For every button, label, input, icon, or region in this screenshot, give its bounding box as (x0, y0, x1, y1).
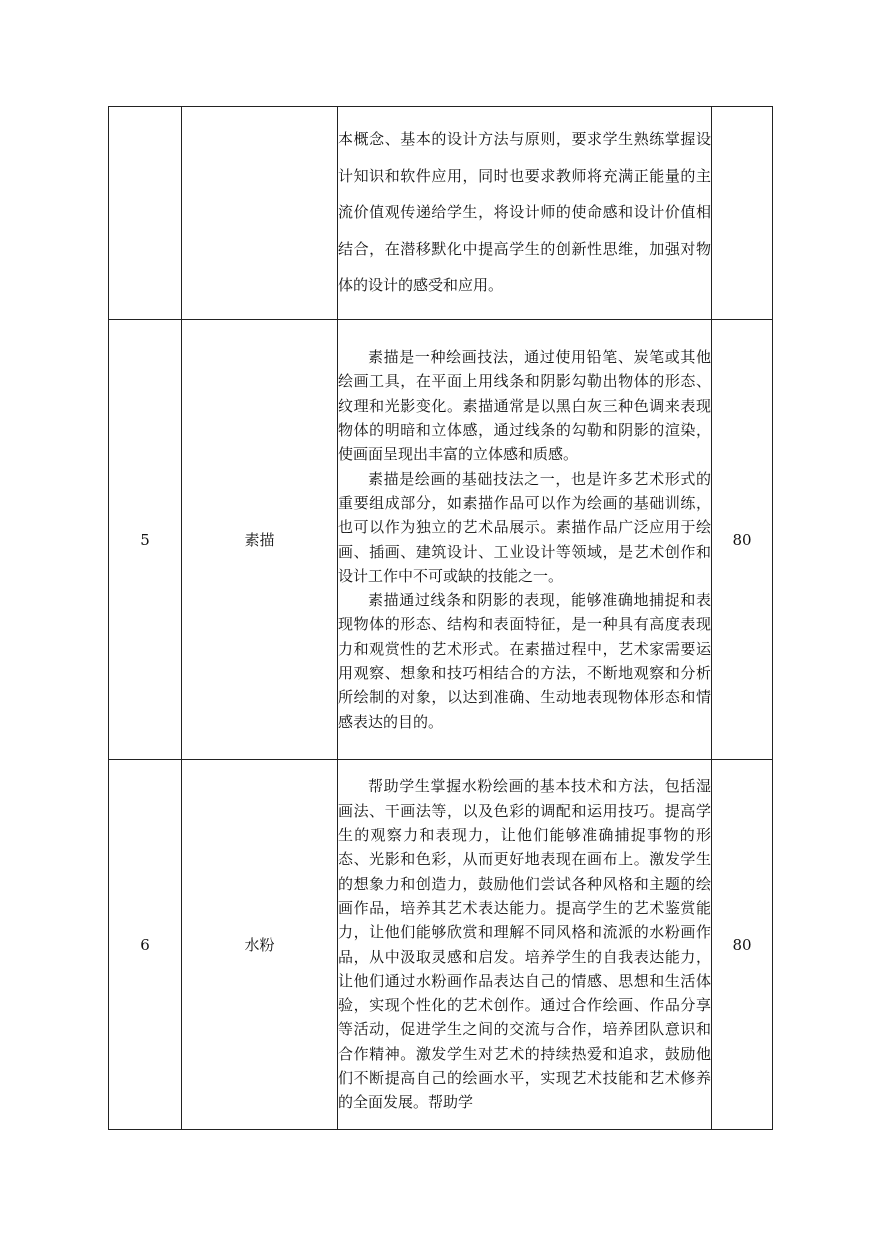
cell-description (338, 320, 712, 760)
cell-number (109, 107, 182, 320)
cell-course-name: 水粉 (182, 760, 338, 1130)
description-paragraph: 本概念、基本的设计方法与原则，要求学生熟练掌握设计知识和软件应用，同时也要求教师将充满正能量的主流价值观传递给学生，将设计师的使命感和设计价值相结合，在潜移默化中提高学生的创新性思维，加强对物体的设计的感受和应用。 (338, 130, 711, 295)
cell-number: 5 (109, 320, 182, 760)
cell-hours: 80 (712, 760, 773, 1130)
cell-description (338, 760, 712, 1130)
table-row-gouache (109, 760, 773, 1130)
description-paragraph: 素描通过线条和阴影的表现，能够准确地捕捉和表现物体的形态、结构和表面特征，是一种具有高度表现力和观赏性的艺术形式。在素描过程中，艺术家需要运用观察、想象和技巧相结合的方法，不断地观察和分析所绘制的对象，以达到准确、生动地表现物体形态和情感表达的目的。 (338, 591, 711, 731)
cell-course-name (182, 107, 338, 320)
cell-hours: 80 (712, 320, 773, 760)
cell-number: 6 (109, 760, 182, 1130)
course-table (108, 106, 773, 1130)
description-paragraph: 素描是绘画的基础技法之一，也是许多艺术形式的重要组成部分，如素描作品可以作为绘画的基础训练，也可以作为独立的艺术品展示。素描作品广泛应用于绘画、插画、建筑设计、工业设计等领域，是艺术创作和设计工作中不可或缺的技能之一。 (338, 469, 711, 585)
description-paragraph: 帮助学生掌握水粉绘画的基本技术和方法，包括湿画法、干画法等，以及色彩的调配和运用技巧。提高学生的观察力和表现力，让他们能够准确捕捉事物的形态、光影和色彩，从而更好地表现在画布上。激发学生的想象力和创造力，鼓励他们尝试各种风格和主题的绘画作品，培养其艺术表达能力。提高学生的艺术鉴赏能力，让他们能够欣赏和理解不同风格和流派的水粉画作品，从中汲取灵感和启发。培养学生的自我表达能力，让他们通过水粉画作品表达自己的情感、思想和生活体验，实现个性化的艺术创作。通过合作绘画、作品分享等活动，促进学生之间的交流与合作，培养团队意识和合作精神。激发学生对艺术的持续热爱和追求，鼓励他们不断提高自己的绘画水平，实现艺术技能和艺术修养的全面发展。帮助学 (338, 777, 711, 1112)
table-row-sketch (109, 320, 773, 760)
description-paragraph: 素描是一种绘画技法，通过使用铅笔、炭笔或其他绘画工具，在平面上用线条和阴影勾勒出物体的形态、纹理和光影变化。素描通常是以黑白灰三种色调来表现物体的明暗和立体感，通过线条的勾勒和阴影的渲染，使画面呈现出丰富的立体感和质感。 (338, 348, 711, 464)
cell-course-name: 素描 (182, 320, 338, 760)
table-row-continued (109, 107, 773, 320)
cell-hours (712, 107, 773, 320)
cell-description (338, 107, 712, 320)
